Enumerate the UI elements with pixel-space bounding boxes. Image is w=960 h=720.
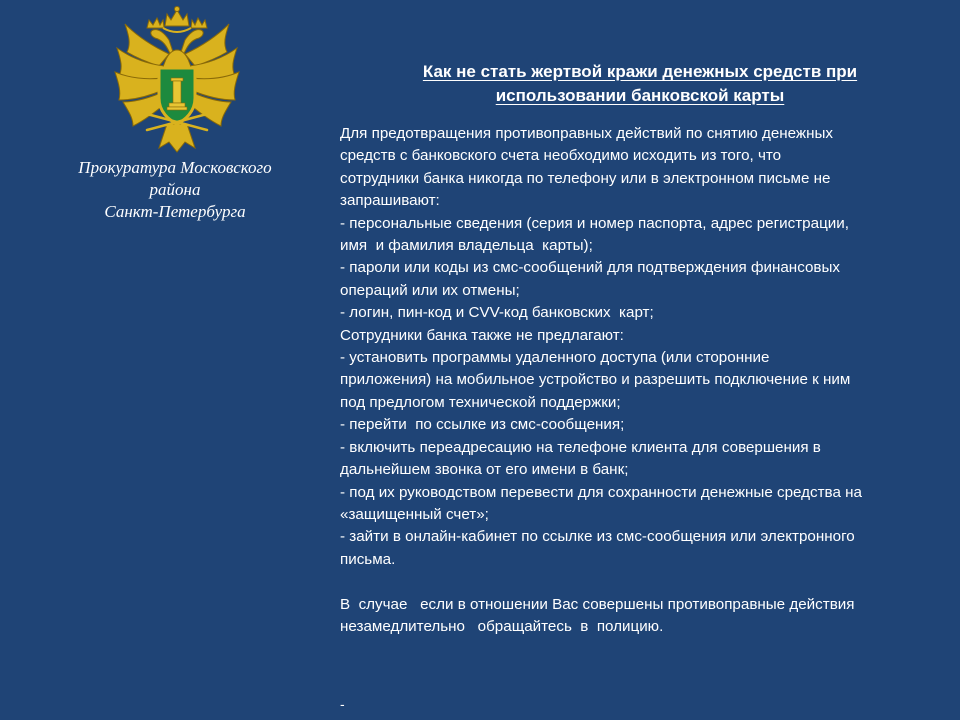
page-title-line-1: Как не стать жертвой кражи денежных средств при bbox=[422, 62, 858, 81]
prosecutor-emblem-icon bbox=[107, 6, 247, 156]
advice-line: - логин, пин-код и CVV-код банковских карт; bbox=[340, 304, 654, 322]
advice-line: - под их руководством перевести для сохранности денежные средства на bbox=[340, 483, 862, 501]
advice-line: Для предотвращения противоправных действий по снятию денежных bbox=[340, 125, 833, 142]
advice-line: имя и фамилия владельца карты); bbox=[340, 237, 593, 255]
advice-line: приложения) на мобильное устройство и разрешить подключение к ним bbox=[340, 371, 851, 389]
advice-text bbox=[340, 123, 940, 638]
advice-line: - пароли или коды из смс-сообщений для подтверждения финансовых bbox=[340, 259, 840, 277]
organization-name-line-2: района bbox=[149, 180, 201, 199]
organization-name-line-3: Санкт-Петербурга bbox=[104, 202, 246, 221]
closing-line: В случае если в отношении Вас совершены противоправные действия bbox=[340, 595, 855, 613]
advice-line: - зайти в онлайн-кабинет по ссылке из смс-сообщения или электронного bbox=[340, 528, 855, 546]
advice-line: - перейти по ссылке из смс-сообщения; bbox=[340, 416, 625, 434]
advice-line: сотрудники банка никогда по телефону или в электронном письме не bbox=[340, 169, 831, 187]
page-title-line-2: использовании банковской карты bbox=[495, 86, 785, 105]
advice-line: - персональные сведения (серия и номер паспорта, адрес регистрации, bbox=[340, 214, 849, 232]
advice-line: под предлогом технической поддержки; bbox=[340, 393, 621, 411]
advice-line: письма. bbox=[340, 550, 396, 568]
advice-line: средств с банковского счета необходимо исходить из того, что bbox=[340, 147, 782, 165]
footer-dash: - bbox=[340, 696, 345, 712]
advice-line: запрашивают: bbox=[340, 192, 440, 210]
paragraph-gap bbox=[340, 571, 940, 593]
page-title bbox=[340, 60, 940, 108]
advice-line: Сотрудники банка также не предлагают: bbox=[340, 326, 624, 344]
advice-line: «защищенный счет»; bbox=[340, 505, 489, 523]
organization-name bbox=[60, 157, 290, 223]
advice-line: операций или их отмены; bbox=[340, 281, 520, 299]
advice-line: - включить переадресацию на телефоне клиента для совершения в bbox=[340, 438, 821, 456]
organization-name-line-1: Прокуратура Московского bbox=[78, 158, 272, 177]
advice-line: дальнейшем звонка от его имени в банк; bbox=[340, 461, 629, 479]
advice-line: - установить программы удаленного доступа (или сторонние bbox=[340, 349, 770, 367]
closing-line: незамедлительно обращайтесь в полицию. bbox=[340, 617, 664, 635]
